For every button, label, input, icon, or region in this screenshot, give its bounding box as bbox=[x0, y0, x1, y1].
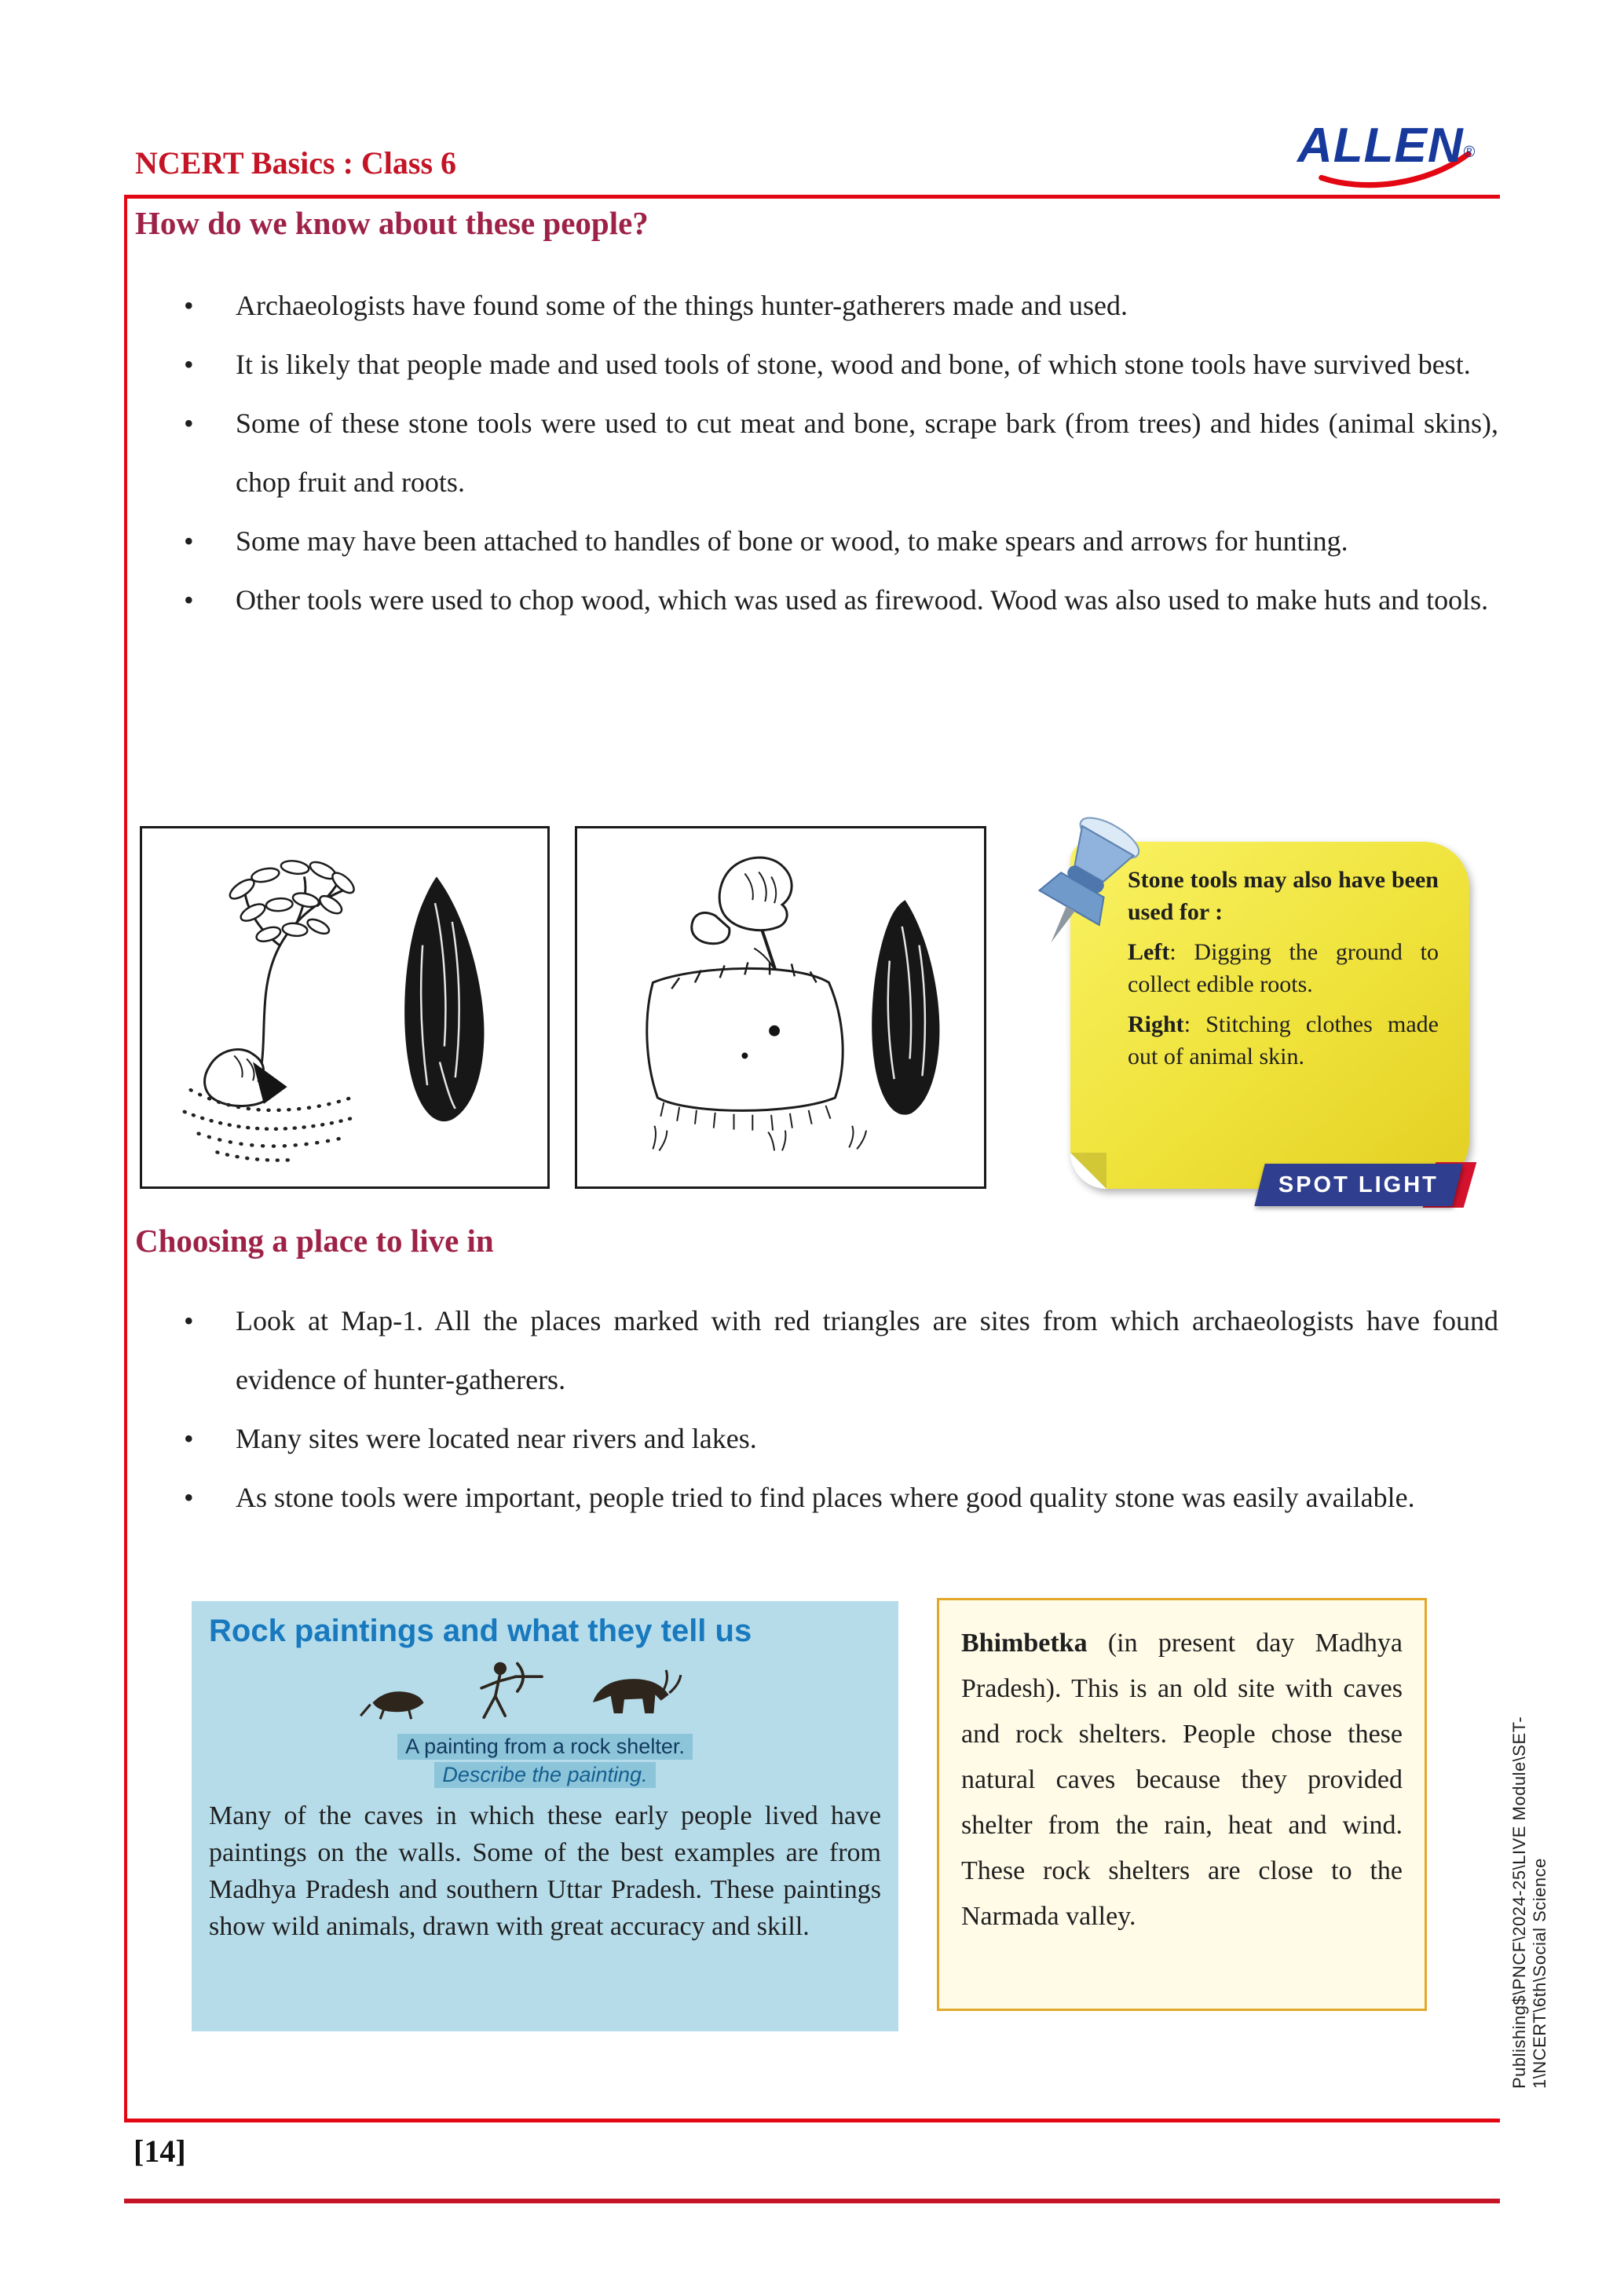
bullet-item bbox=[135, 335, 1498, 394]
bhimbetka-lead: Bhimbetka bbox=[961, 1629, 1088, 1658]
left-margin-rule bbox=[124, 196, 127, 2120]
rock-paintings-box bbox=[192, 1601, 898, 2031]
page-number: [14] bbox=[134, 2133, 186, 2169]
bhimbetka-box bbox=[937, 1598, 1427, 2011]
spotlight-right-line bbox=[1128, 1008, 1439, 1073]
bullet-item bbox=[135, 1292, 1498, 1409]
digging-illustration bbox=[142, 828, 547, 1186]
spotlight-left-text: : Digging the ground to collect edible roots. bbox=[1128, 939, 1439, 997]
header-rule bbox=[124, 195, 1500, 199]
allen-logo bbox=[1297, 118, 1509, 193]
bullet-text: Archaeologists have found some of the things hunter-gatherers made and used. bbox=[236, 290, 1128, 321]
spotlight-left-label: Left bbox=[1128, 939, 1170, 965]
spotlight-note bbox=[1027, 818, 1472, 1205]
rock-caption-prompt: Describe the painting. bbox=[434, 1762, 655, 1788]
bhimbetka-text: (in present day Madhya Pradesh). This is an old site with caves and rock shelters. People chose these natural caves because they provided shelter from the rain, heat and wind. These rock shelters are close to the Narmada valley. bbox=[961, 1629, 1403, 1931]
spotlight-text bbox=[1128, 864, 1439, 1080]
bullet-marker: • bbox=[184, 1305, 194, 1336]
bullet-item bbox=[135, 512, 1498, 571]
allen-logo-text: ALLEN bbox=[1297, 119, 1464, 173]
spotlight-right-label: Right bbox=[1128, 1011, 1184, 1037]
bullet-item bbox=[135, 1409, 1498, 1468]
bullet-marker: • bbox=[184, 349, 194, 380]
sidebar-vertical-text: Publishing$\PNCF\2024-25\LIVE Module\SET-1\NCERT\6th\Social Science bbox=[1509, 1716, 1549, 2089]
spotlight-badge bbox=[1254, 1164, 1462, 1206]
bullet-text: Many sites were located near rivers and lakes. bbox=[236, 1423, 757, 1454]
bullet-text: Look at Map-1. All the places marked with red triangles are sites from which archaeologists have found evidence of hunter-gatherers. bbox=[236, 1305, 1498, 1395]
rock-caption: A painting from a rock shelter. bbox=[397, 1734, 693, 1760]
rock-painting-illustration bbox=[209, 1652, 881, 1734]
bullet-marker: • bbox=[184, 525, 194, 557]
spotlight-right-text: : Stitching clothes made out of animal skin. bbox=[1128, 1011, 1439, 1069]
bullet-text: Other tools were used to chop wood, which was used as firewood. Wood was also used to make huts and tools. bbox=[236, 584, 1489, 616]
stitching-illustration bbox=[577, 828, 984, 1186]
bullet-text: It is likely that people made and used tools of stone, wood and bone, of which stone tools have survived best. bbox=[236, 349, 1471, 380]
bullet-text: Some may have been attached to handles of bone or wood, to make spears and arrows for hunting. bbox=[236, 525, 1348, 557]
bullet-text: Some of these stone tools were used to cut meat and bone, scrape bark (from trees) and hides (animal skins), chop fruit and roots. bbox=[236, 408, 1498, 498]
bullet-marker: • bbox=[184, 1482, 194, 1513]
section1-bullet-list bbox=[135, 276, 1498, 630]
footer-rule-top bbox=[124, 2119, 1500, 2122]
spotlight-left-line bbox=[1128, 936, 1439, 1000]
rock-captions bbox=[209, 1734, 881, 1788]
spotlight-badge-label: SPOT LIGHT bbox=[1278, 1172, 1439, 1197]
bullet-marker: • bbox=[184, 290, 194, 321]
figure-digging-tool bbox=[140, 826, 550, 1189]
section2-bullet-list bbox=[135, 1292, 1498, 1527]
section-heading-how-do-we-know: How do we know about these people? bbox=[135, 205, 649, 241]
figure-stitching-tool bbox=[575, 826, 986, 1189]
rock-paintings-body: Many of the caves in which these early people lived have paintings on the walls. Some of the best examples are from Madhya Pradesh and southern Uttar Pradesh. These paintings show wild animals, drawn with great accuracy and skill. bbox=[209, 1801, 881, 1941]
bullet-text: As stone tools were important, people tried to find places where good quality stone was easily available. bbox=[236, 1482, 1415, 1513]
push-pin-icon bbox=[1024, 807, 1164, 972]
spotlight-heading: Stone tools may also have been used for : bbox=[1128, 867, 1439, 925]
bullet-item bbox=[135, 276, 1498, 335]
rock-paintings-title: Rock paintings and what they tell us bbox=[209, 1614, 752, 1648]
bullet-marker: • bbox=[184, 584, 194, 616]
registered-trademark-icon: ® bbox=[1463, 143, 1476, 161]
bullet-item bbox=[135, 1468, 1498, 1527]
bullet-item bbox=[135, 571, 1498, 630]
page-header-title: NCERT Basics : Class 6 bbox=[135, 145, 457, 181]
bullet-item bbox=[135, 394, 1498, 512]
footer-rule-bottom bbox=[124, 2199, 1500, 2203]
bullet-marker: • bbox=[184, 1423, 194, 1454]
cave-painting-icon bbox=[316, 1652, 774, 1734]
section-heading-choosing-place: Choosing a place to live in bbox=[135, 1223, 494, 1259]
bullet-marker: • bbox=[184, 408, 194, 439]
